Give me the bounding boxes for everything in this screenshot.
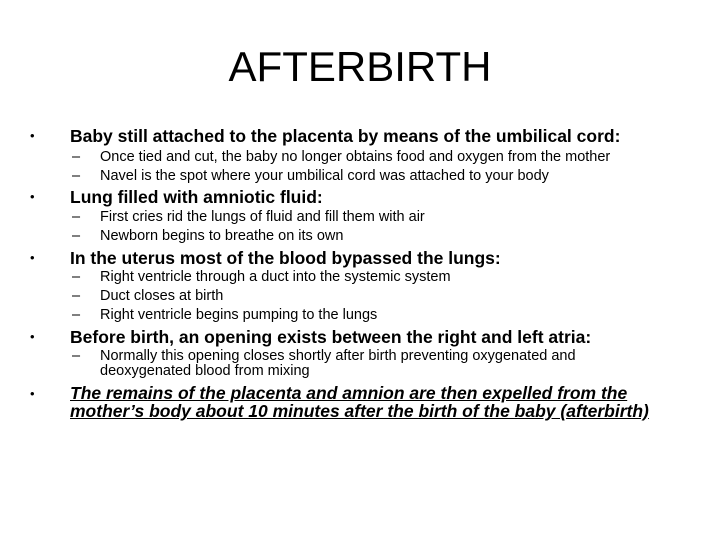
sub-bullet-text: Normally this opening closes shortly after birth preventing oxygenated and deoxygenated blood from mixing xyxy=(100,348,576,379)
sub-bullet xyxy=(72,287,660,306)
sub-bullet xyxy=(72,148,660,167)
sub-bullet-text: Right ventricle through a duct into the systemic system xyxy=(100,269,451,285)
dash-icon: – xyxy=(72,307,81,323)
dash-icon: – xyxy=(72,228,81,244)
sub-bullet-text: Once tied and cut, the baby no longer obtains food and oxygen from the mother xyxy=(100,149,611,165)
sub-bullet xyxy=(72,348,660,379)
bullet-text: The remains of the placenta and amnion are then expelled from the mother’s body about 10 minutes after the birth of the baby (afterbirth) xyxy=(70,383,649,421)
dash-icon: – xyxy=(72,209,81,225)
slide-title: AFTERBIRTH xyxy=(228,43,492,90)
sub-bullet-text: Duct closes at birth xyxy=(100,288,224,304)
bullet-text: Before birth, an opening exists between the right and left atria: xyxy=(70,327,592,347)
bullet-text: In the uterus most of the blood bypassed the lungs: xyxy=(70,248,501,268)
bullet-icon: • xyxy=(30,329,35,344)
sub-bullet-text: Newborn begins to breathe on its own xyxy=(100,228,344,244)
bullet-icon: • xyxy=(30,386,35,401)
dash-icon: – xyxy=(72,149,81,165)
sub-bullet xyxy=(72,167,660,186)
dash-icon: – xyxy=(72,288,81,304)
sub-bullet-text: First cries rid the lungs of fluid and fill them with air xyxy=(100,209,425,225)
bullet-text: Lung filled with amniotic fluid: xyxy=(70,187,323,207)
dash-icon: – xyxy=(72,269,81,285)
sub-bullet xyxy=(72,268,660,287)
dash-icon: – xyxy=(72,348,81,364)
bullet-icon: • xyxy=(30,250,35,265)
bullet-icon: • xyxy=(30,128,35,143)
dash-icon: – xyxy=(72,168,81,184)
sub-bullet-text: Right ventricle begins pumping to the lungs xyxy=(100,307,378,323)
sub-bullet xyxy=(72,208,660,227)
bullet-text: Baby still attached to the placenta by means of the umbilical cord: xyxy=(70,126,621,146)
sub-bullet-text: Navel is the spot where your umbilical cord was attached to your body xyxy=(100,168,549,184)
sub-bullet xyxy=(72,306,660,325)
sub-bullet xyxy=(72,227,660,246)
bullet-icon: • xyxy=(30,189,35,204)
